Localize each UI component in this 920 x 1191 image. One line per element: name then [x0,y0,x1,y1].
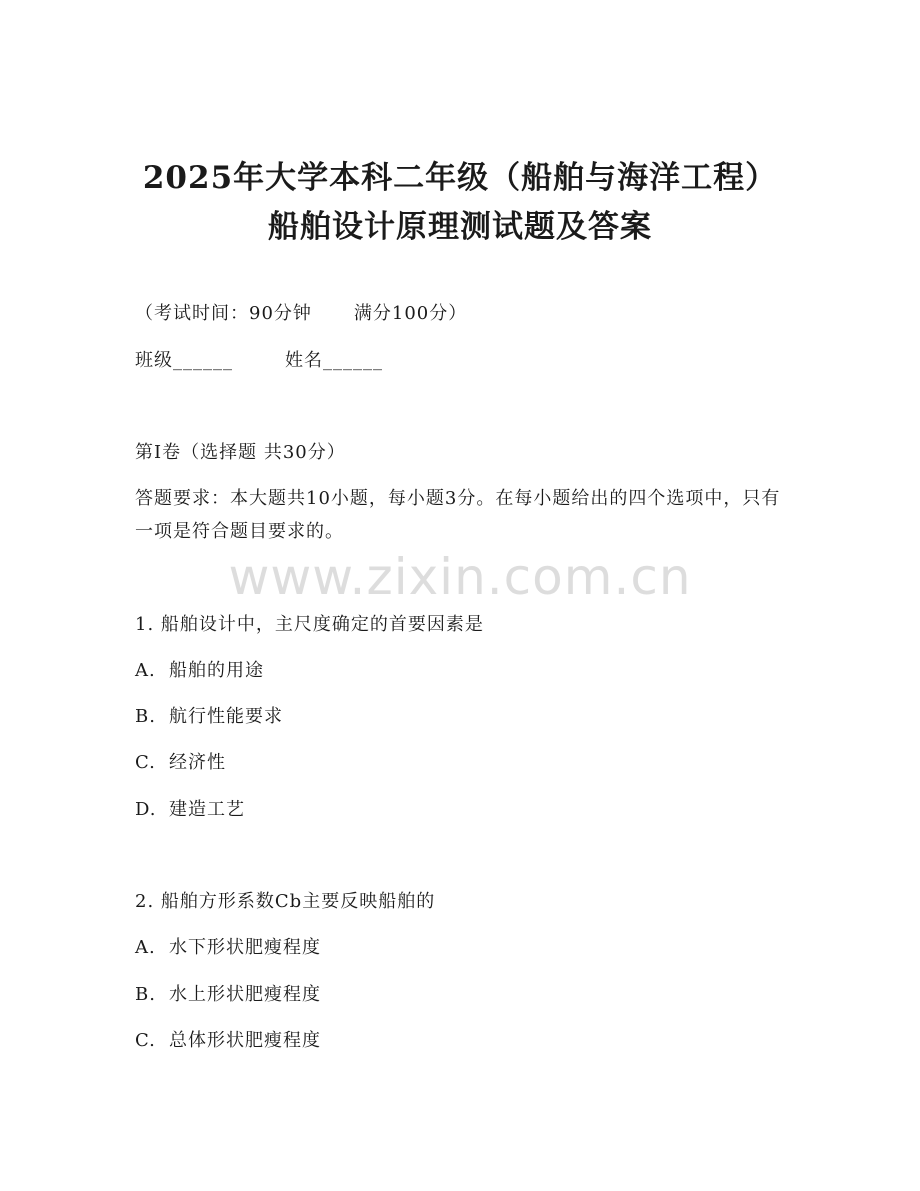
question-option [135,658,264,684]
question-stem: 2. 船舶方形系数Cb主要反映船舶的 [135,891,436,912]
exam-time: （考试时间：90分钟 [135,303,312,324]
option-letter: D. [135,799,157,820]
option-letter: B. [135,984,156,1005]
option-letter: A. [135,660,156,681]
question-option [135,797,245,823]
question-stem: 1. 船舶设计中，主尺度确定的首要因素是 [135,614,484,635]
question-option [135,982,321,1008]
option-text: 水下形状肥瘦程度 [169,937,321,958]
option-text: 建造工艺 [169,799,245,820]
option-text: 水上形状肥瘦程度 [169,984,321,1005]
exam-info [135,301,467,327]
document-title-line-2: 船舶设计原理测试题及答案 [268,209,652,245]
section-heading: 第I卷（选择题 共30分） [135,442,346,463]
exam-full-score: 满分100分） [353,303,468,324]
student-info [135,348,383,374]
option-letter: C. [135,752,156,773]
question-option [135,704,283,730]
question-option [135,750,226,776]
option-text: 船舶的用途 [169,660,264,681]
option-text: 经济性 [169,752,226,773]
document-title-line-1: 2025年大学本科二年级（船舶与海洋工程） [142,160,778,196]
question-option [135,1028,321,1054]
option-letter: A. [135,937,156,958]
class-field: 班级______ [135,350,233,371]
watermark: www.zixin.com.cn [228,548,692,606]
option-text: 总体形状肥瘦程度 [169,1030,321,1051]
section-instruction: 答题要求：本大题共10小题，每小题3分。在每小题给出的四个选项中，只有一项是符合题目要求的。 [135,488,781,542]
option-letter: B. [135,706,156,727]
name-field: 姓名______ [285,350,383,371]
option-letter: C. [135,1030,156,1051]
question-option [135,935,321,961]
option-text: 航行性能要求 [169,706,283,727]
